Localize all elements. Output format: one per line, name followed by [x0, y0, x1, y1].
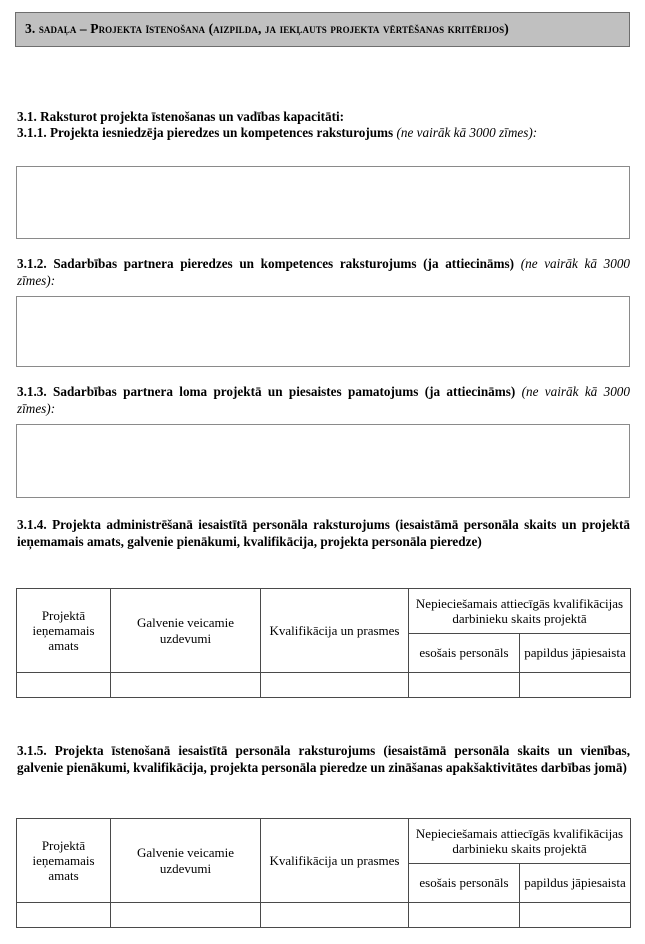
answer-box-3-1-2[interactable]: [16, 296, 630, 367]
header-existing-staff: esošais personāls: [409, 634, 520, 673]
header-qualification: Kvalifikācija un prasmes: [261, 819, 409, 903]
header-additional-staff: papildus jāpiesaista: [520, 634, 631, 673]
header-additional-staff: papildus jāpiesaista: [520, 864, 631, 903]
question-3-1-2-heading: [17, 255, 630, 289]
header-tasks: Galvenie veicamie uzdevumi: [111, 819, 261, 903]
table-row[interactable]: [17, 673, 631, 698]
header-position: Projektā ieņemamais amats: [17, 819, 111, 903]
cell-tasks[interactable]: [111, 673, 261, 698]
question-3-1-3-heading: [17, 383, 630, 417]
question-3-1-2-label: 3.1.2. Sadarbības partnera pieredzes un kompetences raksturojums (ja attiecināms): [17, 256, 521, 271]
question-3-1-4-heading: [17, 516, 630, 550]
header-tasks: Galvenie veicamie uzdevumi: [111, 589, 261, 673]
question-3-1-label: 3.1. Raksturot projekta īstenošanas un vadības kapacitāti:: [17, 109, 345, 124]
cell-qualification[interactable]: [261, 903, 409, 928]
section-banner-title: sadaļa – Projekta īstenošana (aizpilda, ja iekļauts projekta vērtēšanas kritērijos): [38, 21, 509, 36]
header-existing-staff: esošais personāls: [409, 864, 520, 903]
header-position: Projektā ieņemamais amats: [17, 589, 111, 673]
personnel-table-administration: [16, 588, 631, 698]
cell-existing-staff[interactable]: [409, 903, 520, 928]
question-3-1-1-heading: [17, 124, 630, 141]
cell-additional-staff[interactable]: [520, 903, 631, 928]
answer-box-3-1-1[interactable]: [16, 166, 630, 239]
header-required-staff-group: Nepieciešamais attiecīgās kvalifikācijas darbinieku skaits projektā: [409, 589, 631, 634]
header-qualification: Kvalifikācija un prasmes: [261, 589, 409, 673]
personnel-table-implementation: [16, 818, 631, 928]
table-header-row-main: [17, 819, 631, 864]
section-banner-number: 3.: [25, 21, 36, 36]
question-3-1-5-heading: [17, 742, 630, 776]
table-header-row-main: [17, 589, 631, 634]
question-3-1-heading: [17, 108, 630, 125]
cell-qualification[interactable]: [261, 673, 409, 698]
question-3-1-1-note: (ne vairāk kā 3000 zīmes):: [396, 125, 538, 140]
cell-existing-staff[interactable]: [409, 673, 520, 698]
question-3-1-2-note: (ne vairāk kā 3000 zīmes):: [17, 256, 631, 289]
question-3-1-1-label: 3.1.1. Projekta iesniedzēja pieredzes un kompetences raksturojums: [17, 125, 397, 140]
cell-tasks[interactable]: [111, 903, 261, 928]
cell-position[interactable]: [17, 673, 111, 698]
section-banner: [15, 12, 630, 47]
question-3-1-3-label: 3.1.3. Sadarbības partnera loma projektā un piesaistes pamatojums (ja attiecināms): [17, 384, 522, 399]
question-3-1-4-label: 3.1.4. Projekta administrēšanā iesaistītā personāla raksturojums (iesaistāmā personāla skaits un projektā ieņemamais amats, galvenie pienākumi, kvalifikācija, projekta personāla pieredze): [17, 517, 630, 550]
cell-position[interactable]: [17, 903, 111, 928]
question-3-1-3-note: (ne vairāk kā 3000 zīmes):: [17, 384, 630, 417]
question-3-1-5-label: 3.1.5. Projekta īstenošanā iesaistītā personāla raksturojums (iesaistāmā personāla skaits un vienības, galvenie pienākumi, kvalifikācija, projekta personāla pieredze un zināšanas apakšaktivitātes darbības jomā): [17, 743, 630, 776]
answer-box-3-1-3[interactable]: [16, 424, 630, 498]
table-row[interactable]: [17, 903, 631, 928]
header-required-staff-group: Nepieciešamais attiecīgās kvalifikācijas darbinieku skaits projektā: [409, 819, 631, 864]
cell-additional-staff[interactable]: [520, 673, 631, 698]
